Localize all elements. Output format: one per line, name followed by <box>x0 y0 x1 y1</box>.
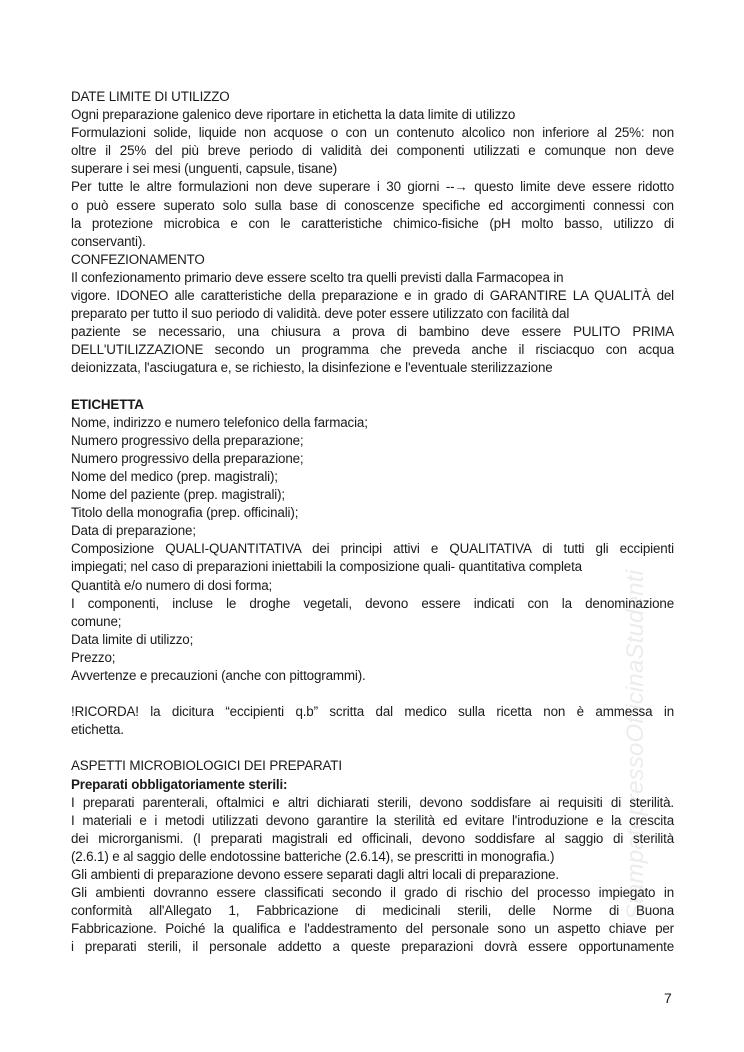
section-heading: CONFEZIONAMENTO <box>71 251 205 267</box>
spacer <box>71 378 674 396</box>
section-heading: ETICHETTA <box>71 396 144 412</box>
list-line: comune; <box>71 613 122 629</box>
list-line: Data limite di utilizzo; <box>71 631 194 647</box>
paragraph-line: Formulazioni solide, liquide non acquose o con un contenuto alcolico non inferiore al 25%: non <box>71 125 674 141</box>
list-line: Nome del paziente (prep. magistrali); <box>71 487 286 503</box>
list-line: Quantità e/o numero di dosi forma; <box>71 577 273 593</box>
paragraph-line: conformità all'Allegato 1, Fabbricazione di medicinali sterili, delle Norme di Buona <box>71 903 674 919</box>
document-page <box>71 88 674 957</box>
paragraph-line: (2.6.1) e al saggio delle endotossine batteriche (2.6.14), se prescritti in monografia.) <box>71 848 555 864</box>
list-line: Avvertenze e precauzioni (anche con pittogrammi). <box>71 668 366 683</box>
paragraph-line: DELL'UTILIZZAZIONE secondo un programma che preveda anche il risciacquo con acqua <box>71 342 674 358</box>
list-line: Numero progressivo della preparazione; <box>71 450 304 466</box>
section-heading: DATE LIMITE DI UTILIZZO <box>71 89 230 104</box>
paragraph-line: vigore. IDONEO alle caratteristiche della preparazione e in grado di GARANTIRE LA QUALITÀ del <box>71 288 674 304</box>
paragraph-line: conservanti). <box>71 233 146 249</box>
page-number: 7 <box>664 990 672 1006</box>
list-line: Numero progressivo della preparazione; <box>71 432 304 448</box>
note-line: !RICORDA! la dicitura “eccipienti q.b” scritta dal medico sulla ricetta non è ammessa in <box>71 704 674 720</box>
section-ricorda <box>71 703 674 739</box>
list-line: Nome, indirizzo e numero telefonico della farmacia; <box>71 414 368 430</box>
section-etichetta <box>71 396 674 686</box>
list-line: I componenti, incluse le droghe vegetali, devono essere indicati con la denominazione <box>71 595 674 611</box>
spacer <box>71 685 674 703</box>
paragraph-line: o può essere superato solo sulla base di conoscenze specifiche ed accorgimenti connessi con <box>71 197 674 213</box>
paragraph-line: oltre il 25% del più breve periodo di validità dei componenti utilizzati e comunque non deve <box>71 143 674 159</box>
paragraph-line: I materiali e i metodi utilizzati devono garantire la sterilità ed evitare l'introduzione e la crescita <box>71 812 674 828</box>
list-line: Data di preparazione; <box>71 523 196 539</box>
paragraph-line: dei microrganismi. (I preparati magistrali ed officinali, devono soddisfare al saggio di sterilità <box>71 830 674 846</box>
list-line: impiegati; nel caso di preparazioni iniettabili la composizione quali- quantitativa completa <box>71 559 582 575</box>
paragraph-line: Ogni preparazione galenico deve riportare in etichetta la data limite di utilizzo <box>71 107 516 123</box>
note-line: etichetta. <box>71 722 124 738</box>
paragraph-line: Il confezionamento primario deve essere scelto tra quelli previsti dalla Farmacopea in <box>71 269 564 285</box>
paragraph-line: Gli ambienti dovranno essere classificati secondo il grado di rischio del processo impiegato in <box>71 885 674 901</box>
list-line: Titolo della monografia (prep. officinali); <box>71 505 299 521</box>
paragraph-line: superare i sei mesi (unguenti, capsule, tisane) <box>71 161 338 177</box>
paragraph-line: Fabbricazione. Poiché la qualifica e l'addestramento del personale sono un aspetto chiave per <box>71 921 674 937</box>
paragraph-line: Gli ambienti di preparazione devono essere separati dagli altri locali di preparazione. <box>71 867 559 883</box>
section-confezionamento <box>71 251 674 378</box>
paragraph-line: I preparati parenterali, oftalmici e altri dichiarati sterili, devono soddisfare ai requisiti di sterilità. <box>71 794 674 810</box>
list-line: Nome del medico (prep. magistrali); <box>71 468 278 484</box>
paragraph-line: la protezione microbica e con le caratteristiche chimico-fisiche (pH molto basso, utilizzo di <box>71 215 674 231</box>
section-aspetti-microbiologici <box>71 757 674 956</box>
paragraph-line: preparato per tutto il suo periodo di validità. deve poter essere utilizzato con facilità dal <box>71 306 570 322</box>
paragraph-line: Per tutte le altre formulazioni non deve superare i 30 giorni --→ questo limite deve essere ridotto <box>71 179 674 195</box>
paragraph-line: paziente se necessario, una chiusura a prova di bambino deve essere PULITO PRIMA <box>71 324 674 340</box>
section-date-limite <box>71 88 674 251</box>
watermark: StampatopressoOfficinaStudenti <box>622 569 649 920</box>
paragraph-line: deionizzata, l'asciugatura e, se richiesto, la disinfezione e l'eventuale sterilizzazione <box>71 360 553 376</box>
section-heading: ASPETTI MICROBIOLOGICI DEI PREPARATI <box>71 758 342 774</box>
spacer <box>71 739 674 757</box>
section-subheading: Preparati obbligatoriamente sterili: <box>71 776 288 792</box>
list-line: Composizione QUALI-QUANTITATIVA dei principi attivi e QUALITATIVA di tutti gli eccipienti <box>71 541 674 557</box>
paragraph-line: i preparati sterili, il personale addetto a queste preparazioni dovrà essere opportunamente <box>71 939 674 955</box>
list-line: Prezzo; <box>71 649 116 665</box>
